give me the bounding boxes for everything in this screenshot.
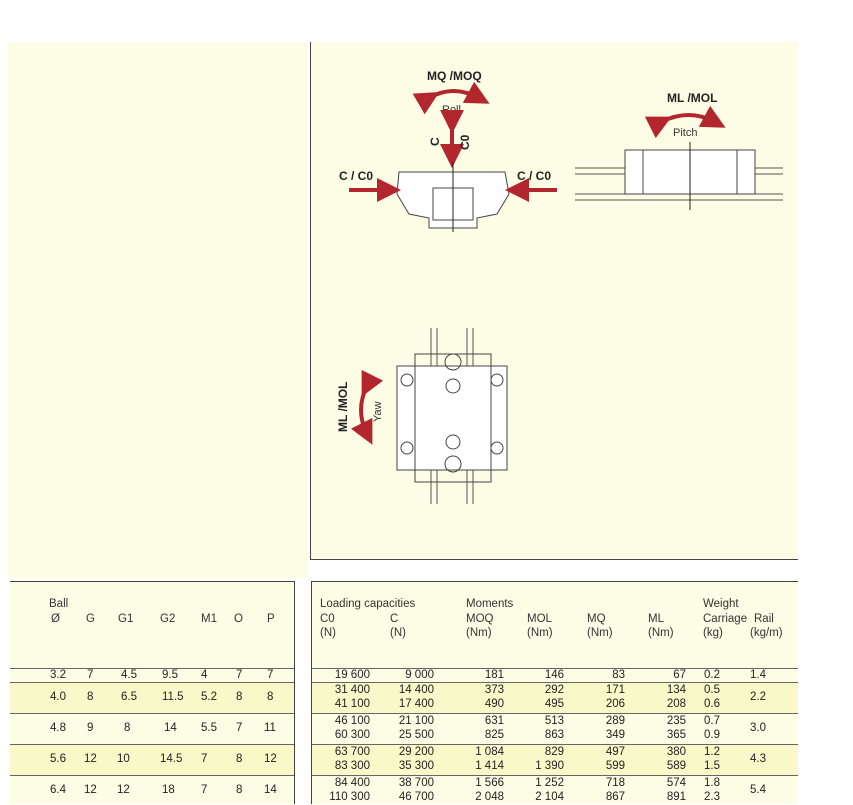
carriage-weight-value: 1.2 — [704, 746, 720, 758]
ml-value: 208 — [666, 698, 686, 710]
mq-value: 83 — [612, 669, 625, 681]
ball-value: 3.2 — [50, 669, 66, 681]
o-header: O — [234, 613, 243, 625]
mol-value: 1 252 — [535, 777, 564, 789]
mq-unit: (Nm) — [587, 627, 613, 639]
pitch-arrow-icon — [661, 115, 715, 122]
left-blank-panel — [8, 42, 308, 578]
rail-weight-value: 5.4 — [750, 784, 766, 796]
ball-value: 4.8 — [50, 722, 66, 734]
g1-value: 8 — [124, 722, 131, 734]
c-value: 25 500 — [398, 729, 434, 741]
carriage-weight-value: 1.5 — [704, 760, 720, 772]
ball-value: 6.4 — [50, 784, 66, 796]
ml-value: 235 — [666, 715, 686, 727]
g-value: 12 — [84, 753, 97, 765]
o-value: 8 — [236, 691, 243, 703]
carriage-weight-value: 2.3 — [704, 791, 720, 803]
c-vertical-label: C — [428, 137, 442, 146]
rail-weight-value: 1.4 — [750, 669, 766, 681]
mol-unit: (Nm) — [527, 627, 553, 639]
mol-header: MOL — [527, 613, 552, 625]
rail-weight-value: 4.3 — [750, 753, 766, 765]
g1-value: 12 — [117, 784, 130, 796]
mol-value: 292 — [544, 684, 564, 696]
ml-unit: (Nm) — [648, 627, 674, 639]
mq-value: 171 — [605, 684, 625, 696]
dimensions-table — [10, 581, 295, 804]
carriage-weight-value: 0.2 — [704, 669, 720, 681]
table-row — [10, 668, 294, 683]
c-right-label: C / C0 — [517, 169, 552, 183]
mol-value: 829 — [544, 746, 564, 758]
yaw-arrow-icon — [361, 386, 367, 434]
table-row — [312, 713, 798, 744]
ml-value: 380 — [666, 746, 686, 758]
c-value: 17 400 — [398, 698, 434, 710]
mq-value: 206 — [605, 698, 625, 710]
c-unit: (N) — [390, 627, 406, 639]
roll-arrow-icon — [429, 91, 479, 98]
pitch-moment-label: ML /MOL — [667, 91, 718, 105]
moq-value: 825 — [484, 729, 504, 741]
mq-value: 289 — [605, 715, 625, 727]
pitch-label: Pitch — [673, 127, 698, 139]
moq-value: 1 084 — [475, 746, 504, 758]
moq-value: 181 — [484, 669, 504, 681]
load-diagram — [311, 42, 798, 559]
c0-value: 83 300 — [334, 760, 370, 772]
c0-value: 46 100 — [334, 715, 370, 727]
rail-weight-value: 2.2 — [750, 691, 766, 703]
m1-header: M1 — [201, 613, 217, 625]
g-header: G — [86, 613, 95, 625]
carriage-weight-value: 0.6 — [704, 698, 720, 710]
carriage-weight-value: 0.5 — [704, 684, 720, 696]
c0-value: 41 100 — [334, 698, 370, 710]
g2-value: 14 — [164, 722, 177, 734]
yaw-moment-label: ML /MOL — [336, 381, 350, 432]
c0-value: 63 700 — [334, 746, 370, 758]
rail-header: Rail — [754, 613, 774, 625]
moq-value: 373 — [484, 684, 504, 696]
roll-label: Roll — [442, 104, 461, 116]
c-value: 35 300 — [398, 760, 434, 772]
p-value: 12 — [264, 753, 277, 765]
p-header: P — [267, 613, 275, 625]
ml-value: 589 — [666, 760, 686, 772]
g2-value: 11.5 — [162, 691, 184, 703]
mol-value: 2 104 — [535, 791, 564, 803]
c0-value: 19 600 — [334, 669, 370, 681]
moq-value: 1 414 — [475, 760, 504, 772]
rail-unit: (kg/m) — [750, 627, 783, 639]
mol-value: 513 — [544, 715, 564, 727]
roll-moment-label: MQ /MOQ — [427, 69, 482, 83]
ml-value: 134 — [666, 684, 686, 696]
g-value: 7 — [87, 669, 94, 681]
c-left-label: C / C0 — [339, 169, 374, 183]
load-diagram-panel — [310, 42, 798, 560]
p-value: 7 — [267, 669, 274, 681]
table-row — [10, 775, 294, 805]
loading-capacities-header: Loading capacities — [320, 598, 416, 610]
g-value: 9 — [87, 722, 94, 734]
c0-value: 60 300 — [334, 729, 370, 741]
table-row — [312, 682, 798, 713]
o-value: 7 — [236, 722, 243, 734]
ball-header: Ball — [49, 598, 69, 610]
g2-value: 18 — [162, 784, 175, 796]
g1-value: 4.5 — [121, 669, 137, 681]
m1-value: 7 — [201, 784, 208, 796]
table-row — [10, 744, 294, 775]
moq-unit: (Nm) — [466, 627, 492, 639]
m1-value: 5.5 — [201, 722, 217, 734]
front-view-carriage — [339, 69, 557, 232]
mq-header: MQ — [587, 613, 606, 625]
moq-value: 631 — [484, 715, 504, 727]
g1-header: G1 — [118, 613, 134, 625]
o-value: 8 — [236, 784, 243, 796]
mol-value: 146 — [544, 669, 564, 681]
diameter-header: Ø — [51, 613, 60, 625]
c0-unit: (N) — [320, 627, 336, 639]
moq-value: 2 048 — [475, 791, 504, 803]
side-view-carriage — [575, 91, 783, 210]
moq-value: 490 — [484, 698, 504, 710]
ball-value: 4.0 — [50, 691, 66, 703]
moq-header: MOQ — [466, 613, 494, 625]
c0-value: 31 400 — [334, 684, 370, 696]
top-view-carriage — [336, 328, 507, 504]
c0-value: 110 300 — [329, 791, 370, 803]
g1-value: 10 — [117, 753, 130, 765]
table-row — [312, 744, 798, 775]
p-value: 11 — [264, 722, 276, 734]
c0-value: 84 400 — [334, 777, 370, 789]
g1-value: 6.5 — [121, 691, 137, 703]
c-value: 38 700 — [398, 777, 434, 789]
mq-value: 718 — [605, 777, 625, 789]
moq-value: 1 566 — [475, 777, 504, 789]
capacities-table — [311, 581, 798, 804]
table-row — [312, 668, 798, 683]
c-value: 14 400 — [398, 684, 434, 696]
g2-value: 14.5 — [160, 753, 183, 765]
mq-value: 497 — [605, 746, 625, 758]
mq-value: 349 — [605, 729, 625, 741]
c-value: 21 100 — [398, 715, 434, 727]
c-value: 9 000 — [405, 669, 434, 681]
rail-weight-value: 3.0 — [750, 722, 766, 734]
ml-value: 574 — [666, 777, 686, 789]
carriage-weight-value: 0.7 — [704, 715, 720, 727]
c0-vertical-label: C0 — [458, 134, 472, 150]
c0-header: C0 — [320, 613, 335, 625]
weight-header: Weight — [703, 598, 739, 610]
mol-value: 1 390 — [535, 760, 564, 772]
mol-value: 863 — [544, 729, 564, 741]
c-value: 29 200 — [398, 746, 434, 758]
carriage-weight-value: 0.9 — [704, 729, 720, 741]
ml-value: 891 — [666, 791, 686, 803]
ml-header: ML — [648, 613, 664, 625]
p-value: 8 — [267, 691, 274, 703]
moments-header: Moments — [466, 598, 514, 610]
table-row — [312, 775, 798, 805]
m1-value: 5.2 — [201, 691, 217, 703]
ml-value: 67 — [673, 669, 686, 681]
mq-value: 599 — [605, 760, 625, 772]
mol-value: 495 — [544, 698, 564, 710]
carriage-unit: (kg) — [703, 627, 723, 639]
ml-value: 365 — [666, 729, 686, 741]
o-value: 8 — [236, 753, 243, 765]
table-row — [10, 682, 294, 713]
carriage-header: Carriage — [703, 613, 748, 625]
g2-value: 9.5 — [162, 669, 178, 681]
c-header: C — [390, 613, 399, 625]
m1-value: 4 — [201, 669, 208, 681]
g-value: 8 — [87, 691, 94, 703]
table-row — [10, 713, 294, 744]
g2-header: G2 — [160, 613, 176, 625]
g-value: 12 — [84, 784, 97, 796]
m1-value: 7 — [201, 753, 208, 765]
p-value: 14 — [264, 784, 277, 796]
c-value: 46 700 — [398, 791, 434, 803]
yaw-label: Yaw — [372, 401, 384, 422]
mq-value: 867 — [605, 791, 625, 803]
ball-value: 5.6 — [50, 753, 66, 765]
carriage-weight-value: 1.8 — [704, 777, 720, 789]
o-value: 7 — [236, 669, 243, 681]
